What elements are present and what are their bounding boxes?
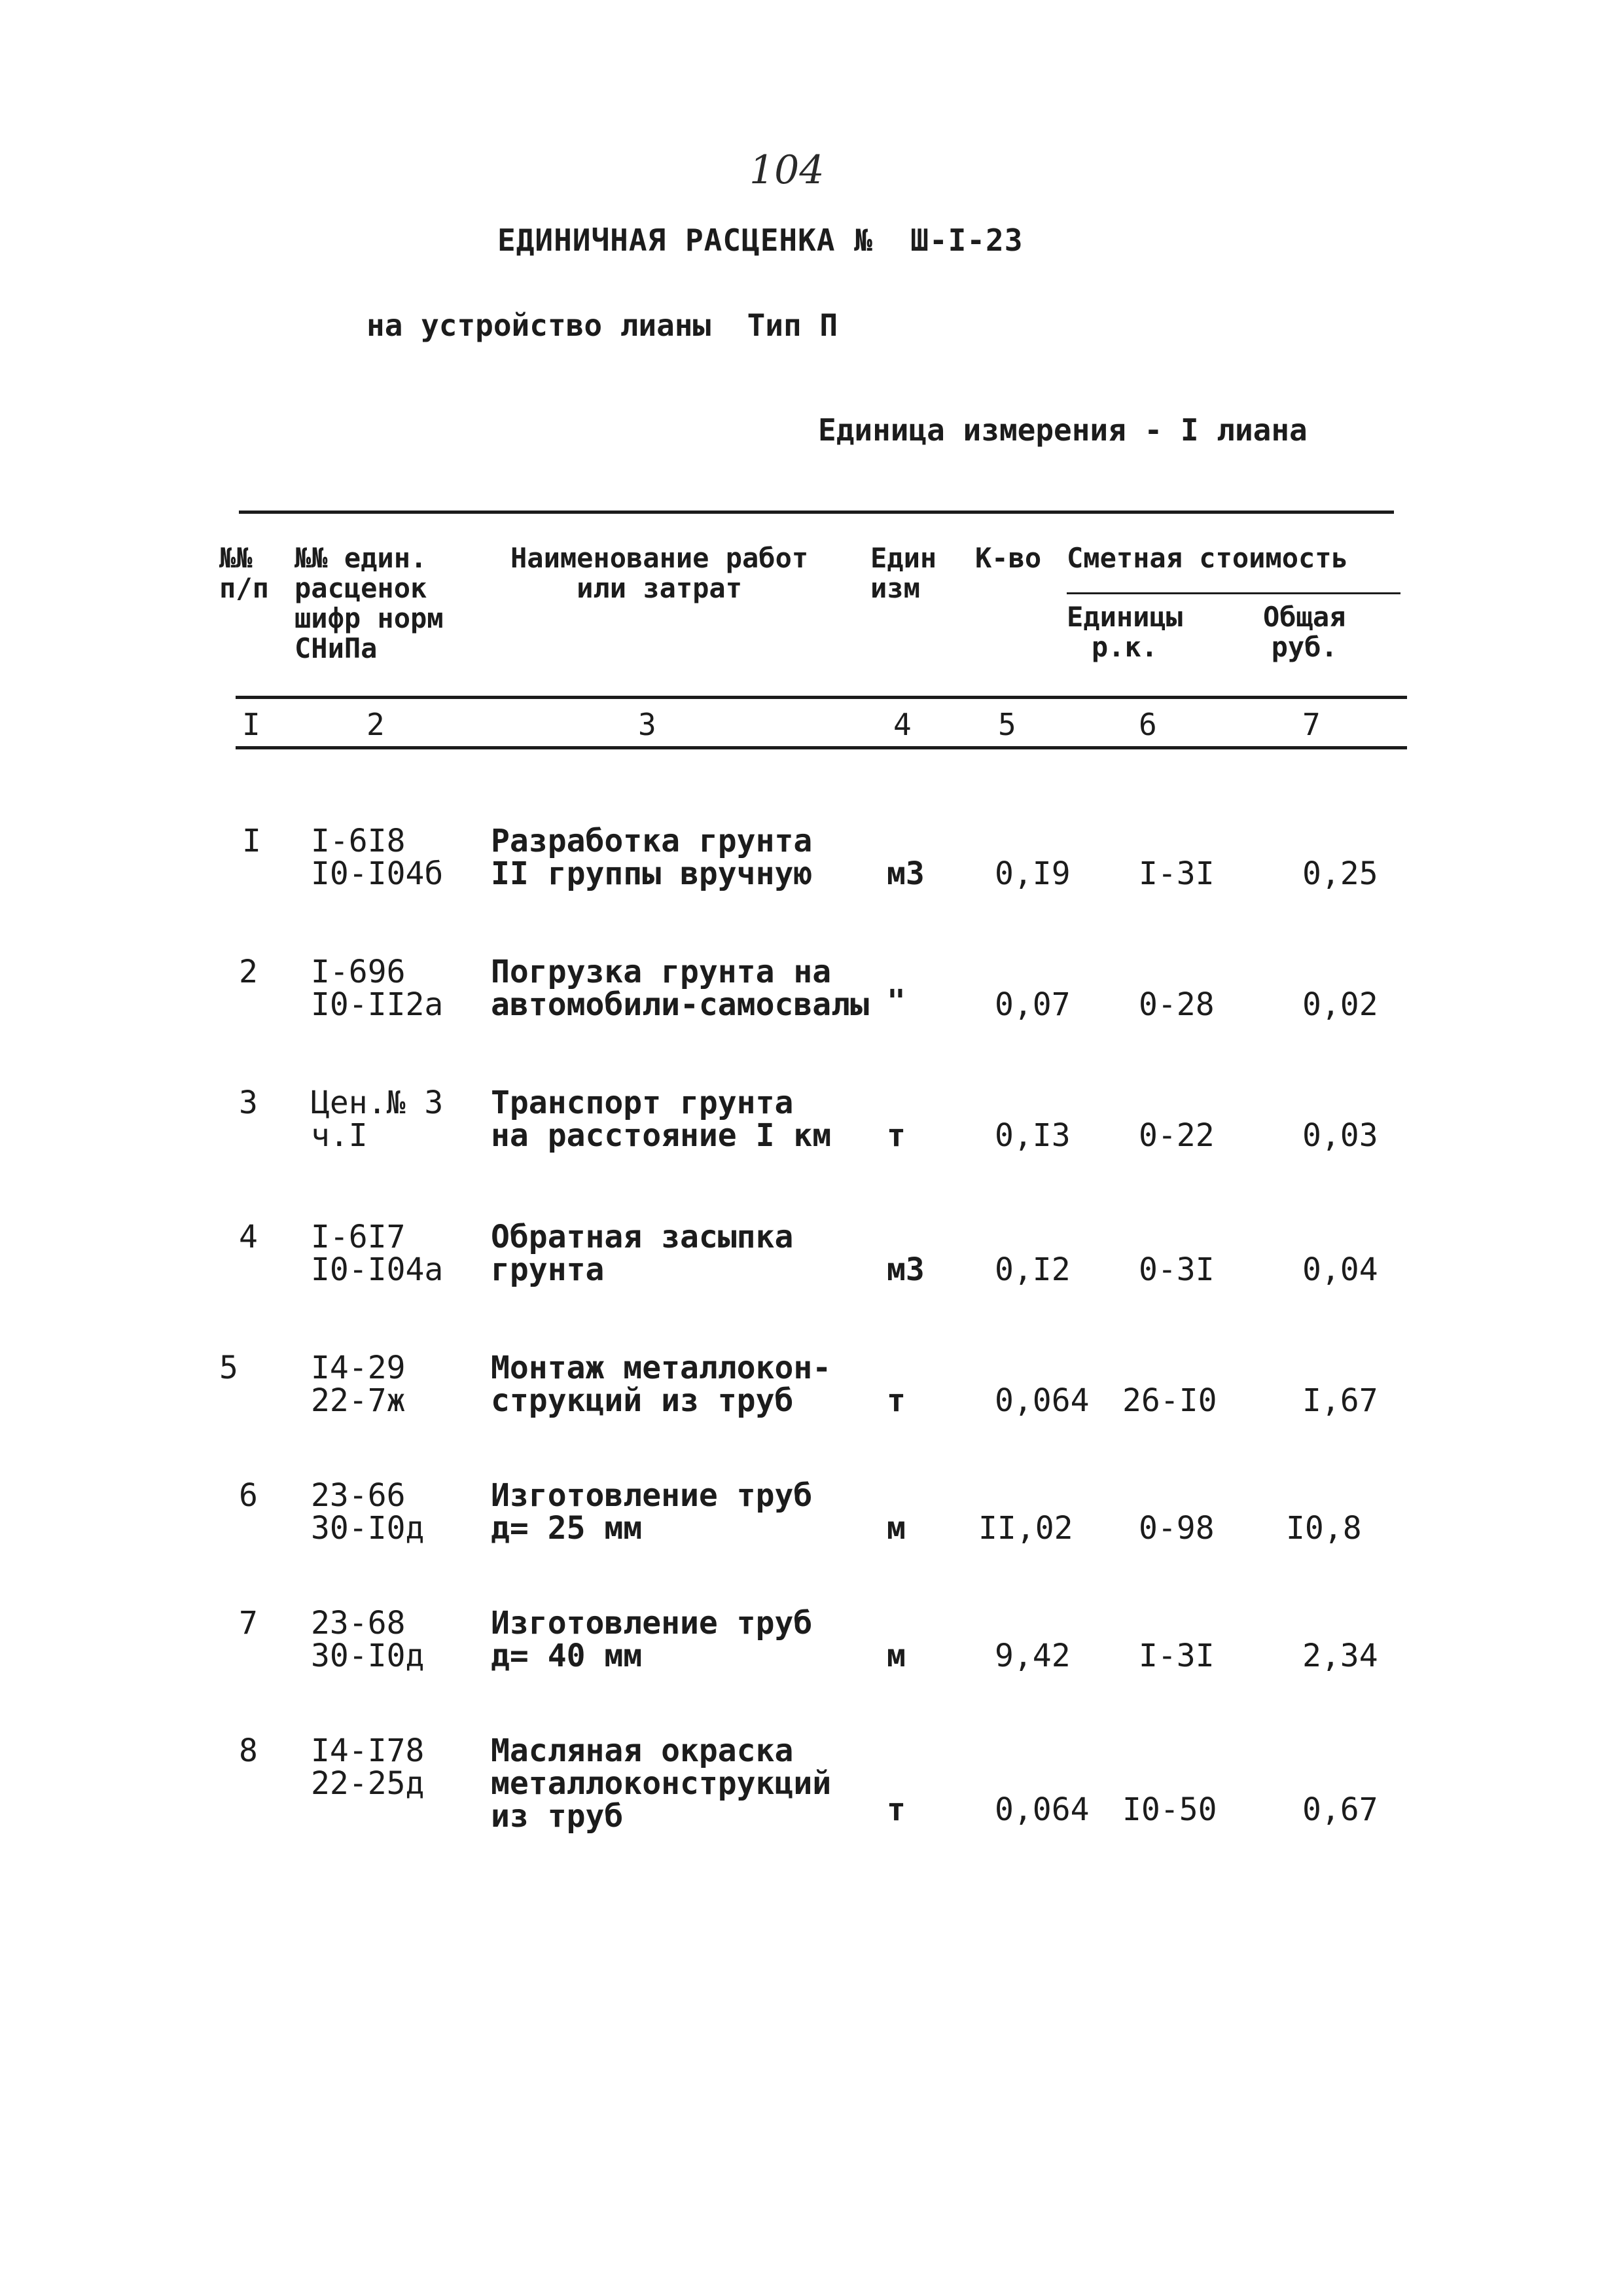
column-numbers-rule (236, 746, 1407, 749)
row-unit-price: 0-98 (1139, 1510, 1215, 1547)
row-code: 23-66 30-I0д (311, 1477, 425, 1547)
row-number: 4 (239, 1219, 258, 1255)
header-total: Общая руб. (1263, 601, 1346, 663)
row-code: I-696 I0-II2а (311, 954, 444, 1023)
row-unit: м (887, 1638, 906, 1674)
header-row-number: №№ п/п (219, 542, 269, 604)
row-quantity: 0,I3 (995, 1117, 1071, 1154)
column-number-2: 2 (366, 707, 385, 742)
row-unit: т (887, 1382, 906, 1419)
row-number: 6 (239, 1477, 258, 1514)
row-quantity: 0,064 (995, 1382, 1090, 1419)
row-code: 23-68 30-I0д (311, 1605, 425, 1674)
column-number-4: 4 (893, 707, 912, 742)
row-unit-price: 0-28 (1139, 986, 1215, 1023)
row-total: 0,25 (1302, 855, 1378, 892)
row-number: 2 (239, 954, 258, 990)
row-total: I0,8 (1286, 1510, 1362, 1547)
row-total: 0,02 (1302, 986, 1378, 1023)
row-total: 0,03 (1302, 1117, 1378, 1154)
column-number-7: 7 (1302, 707, 1321, 742)
row-number: 7 (239, 1605, 258, 1641)
row-quantity: 0,064 (995, 1791, 1090, 1828)
row-quantity: II,02 (978, 1510, 1073, 1547)
row-work-name: Разработка грунта II группы вручную (491, 823, 813, 892)
header-bottom-rule (236, 696, 1407, 699)
row-number: 8 (239, 1732, 258, 1769)
row-code: I4-I78 22-25д (311, 1732, 425, 1802)
row-unit: м (887, 1510, 906, 1547)
row-total: I,67 (1302, 1382, 1378, 1419)
row-code: Цен.№ 3 ч.I (311, 1085, 444, 1154)
row-unit: т (887, 1117, 906, 1154)
page-number: 104 (749, 147, 825, 193)
column-number-5: 5 (998, 707, 1016, 742)
header-quantity: К-во (975, 542, 1042, 574)
row-code: I-6I8 I0-I04б (311, 823, 444, 892)
header-estimated-cost: Сметная стоимость (1067, 542, 1348, 574)
row-code: I-6I7 I0-I04а (311, 1219, 444, 1288)
row-unit-price: I0-50 (1122, 1791, 1217, 1828)
row-unit: т (887, 1791, 906, 1828)
row-work-name: Транспорт грунта на расстояние I км (491, 1085, 832, 1154)
header-unit-price: Единицы р.к. (1067, 601, 1183, 663)
document-title: ЕДИНИЧНАЯ РАСЦЕНКА № Ш-I-23 (497, 223, 1024, 258)
column-number-3: 3 (638, 707, 656, 742)
row-quantity: 9,42 (995, 1638, 1071, 1674)
row-code: I4-29 22-7ж (311, 1350, 406, 1419)
row-unit: м3 (887, 1251, 925, 1288)
row-unit: " (887, 983, 906, 1020)
column-number-6: 6 (1139, 707, 1157, 742)
row-unit-price: 0-3I (1139, 1251, 1215, 1288)
row-unit-price: I-3I (1139, 855, 1215, 892)
row-quantity: 0,I9 (995, 855, 1071, 892)
row-unit-price: 26-I0 (1122, 1382, 1217, 1419)
row-total: 0,67 (1302, 1791, 1378, 1828)
row-work-name: Монтаж металлокон- струкций из труб (491, 1350, 832, 1419)
header-work-name: Наименование работ или затрат (510, 542, 809, 604)
header-code: №№ един. расценок шифр норм СНиПа (294, 542, 444, 664)
row-unit-price: I-3I (1139, 1638, 1215, 1674)
document-subtitle: на устройство лианы Тип П (366, 308, 838, 343)
row-unit: м3 (887, 855, 925, 892)
row-work-name: Масляная окраска металлоконструкций из труб (491, 1732, 832, 1835)
table-top-rule (239, 511, 1394, 514)
row-work-name: Погрузка грунта на автомобили-самосвалы (491, 954, 869, 1023)
row-work-name: Обратная засыпка грунта (491, 1219, 794, 1288)
row-quantity: 0,I2 (995, 1251, 1071, 1288)
row-unit-price: 0-22 (1139, 1117, 1215, 1154)
row-total: 2,34 (1302, 1638, 1378, 1674)
column-number-1: I (242, 707, 260, 742)
row-number: I (242, 823, 261, 859)
row-quantity: 0,07 (995, 986, 1071, 1023)
header-unit: Един изм (870, 542, 937, 604)
row-number: 5 (219, 1350, 238, 1386)
row-number: 3 (239, 1085, 258, 1121)
row-work-name: Изготовление труб д= 40 мм (491, 1605, 813, 1674)
cost-group-rule (1067, 592, 1400, 594)
row-total: 0,04 (1302, 1251, 1378, 1288)
unit-of-measure: Единица измерения - I лиана (818, 412, 1308, 448)
row-work-name: Изготовление труб д= 25 мм (491, 1477, 813, 1547)
